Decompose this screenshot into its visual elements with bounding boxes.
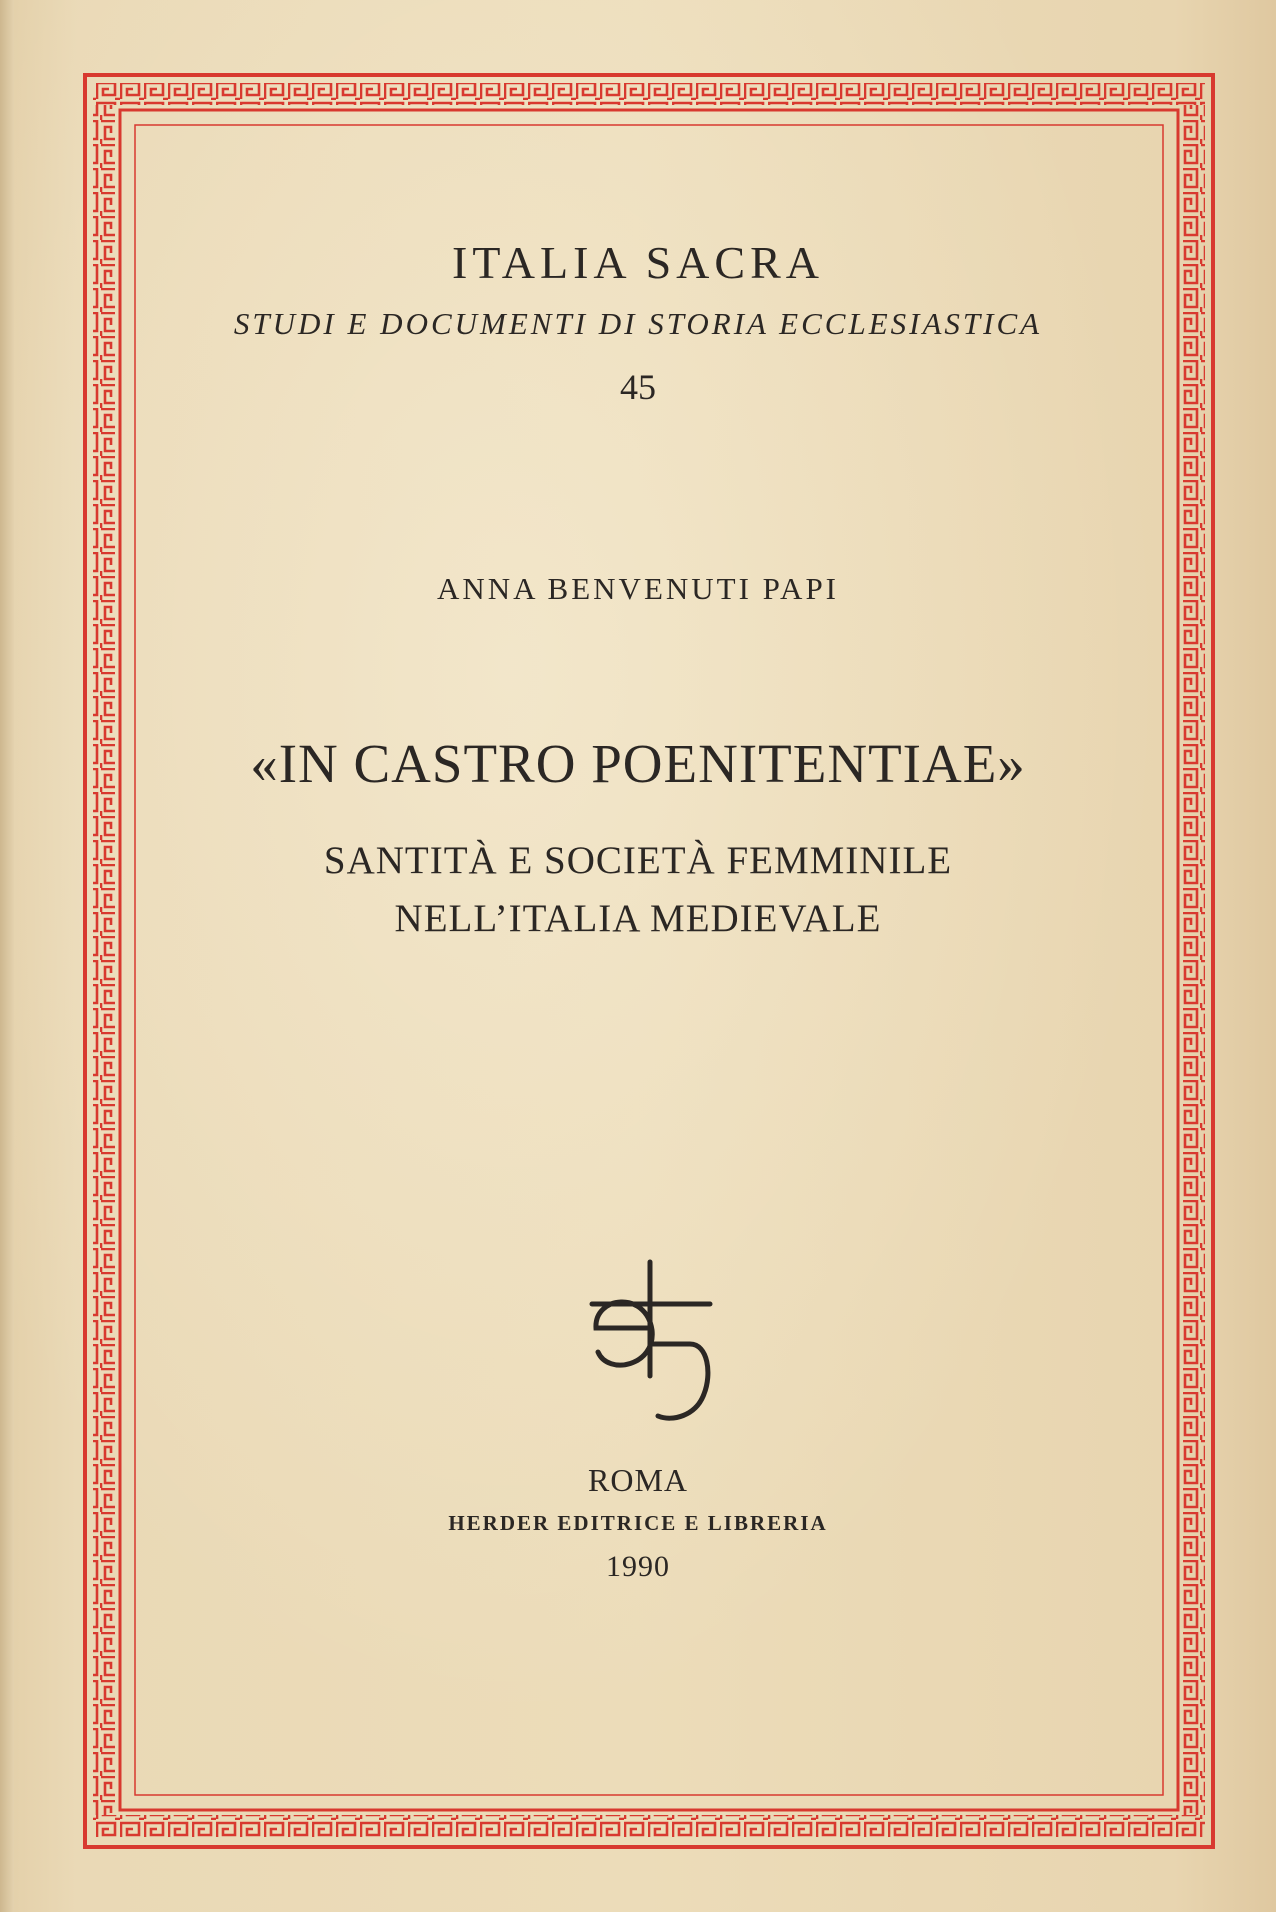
publisher-city: ROMA: [587, 1462, 688, 1498]
series-subtitle: STUDI E DOCUMENTI DI STORIA ECCLESIASTICA: [233, 306, 1043, 341]
herder-cross-monogram-icon: [580, 1256, 720, 1436]
series-number: 45: [620, 367, 656, 407]
publisher-name: HERDER EDITRICE E LIBRERIA: [448, 1511, 828, 1535]
series-title: ITALIA SACRA: [452, 237, 824, 288]
author-name: ANNA BENVENUTI PAPI: [436, 571, 840, 606]
book-title: «IN CASTRO POENITENTIAE»: [250, 733, 1026, 794]
book-subtitle-line1: SANTITÀ E SOCIETÀ FEMMINILE: [323, 839, 953, 882]
publication-year: 1990: [606, 1550, 670, 1583]
book-subtitle-line2: NELL’ITALIA MEDIEVALE: [394, 897, 882, 940]
